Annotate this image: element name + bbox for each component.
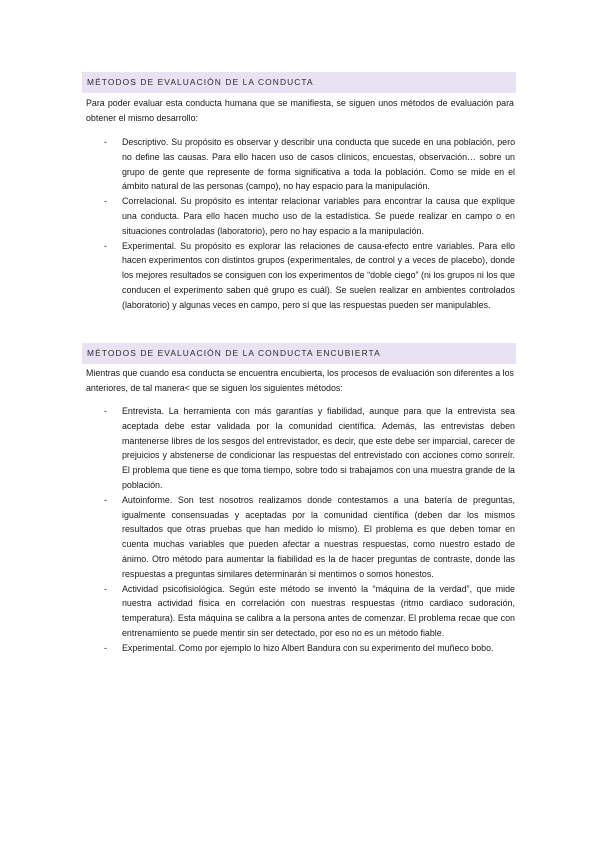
list-item: - Entrevista. La herramienta con más garantías y fiabilidad, aunque para que la entrevista sea aceptada debe estar validada por la comunidad científica. Además, las entrevistas deben mantenerse libres de los sesgos del entrevistador, es decir, que este debe ser imparcial, carecer de prejuicios y abstenerse de condicionar las respuestas del entrevistado con acciones como sonreír. El problema que tiene es que toma tiempo, sobre todo si trabajamos con una muestra grande de la población.: [104, 406, 515, 490]
section-intro: Mientras que cuando esa conducta se encuentra encubierta, los procesos de evaluación son diferentes a los anteriores, de tal manera< que se siguen los siguientes métodos:: [86, 368, 514, 393]
method-list: [0, 404, 600, 656]
list-item: - Experimental. Su propósito es explorar las relaciones de causa-efecto entre variables. Para ello hacen experimentos con distintos grupos (experimentales, de control y a veces de placebo), donde los mejores resultados se consiguen con los experimentos de “doble ciego” (ni los grupos ni los que conducen el experimento saben qué grupo es cuál). Se suelen realizar en ambientes controlados (laboratorio) y algunas veces en campo, pero sí que las respuestas pueden ser manipulables.: [104, 240, 515, 310]
method-list: [0, 135, 600, 313]
section-heading: MÉTODOS DE EVALUACIÓN DE LA CONDUCTA ENCUBIERTA: [87, 348, 381, 358]
section-heading-bar: [82, 72, 516, 93]
section-intro: Para poder evaluar esta conducta humana que se manifiesta, se siguen unos métodos de evaluación para obtener el mismo desarrollo:: [86, 98, 514, 123]
list-item: - Descriptivo. Su propósito es observar y describir una conducta que sucede en una población, pero no define las causas. Para ello hacen uso de casos clínicos, encuestas, observación… sobre un grupo de gente que represente de forma significativa a toda la población. Como se mide en el ámbito natural de las personas (campo), no hay espacio para la manipulación.: [104, 137, 515, 192]
list-item: - Autoinforme. Son test nosotros realizamos donde contestamos a una batería de preguntas, igualmente consensuadas y aceptadas por la comunidad científica (deben dar los mismos resultados que otras pruebas que han medido lo mismo). El problema es que deben tomar en cuenta muchas variables que pueden afectar a nuestras respuestas, como nuestro estado de ánimo. Otro método para aumentar la fiabilidad es la de hacer preguntas de contraste, donde las respuestas a preguntas similares determinarán si mentimos o somos honestos.: [104, 494, 515, 579]
section-heading: MÉTODOS DE EVALUACIÓN DE LA CONDUCTA: [87, 77, 314, 87]
list-item: - Experimental. Como por ejemplo lo hizo Albert Bandura con su experimento del muñeco bobo.: [104, 642, 494, 653]
section-heading-bar: [82, 343, 516, 364]
list-item: - Correlacional. Su propósito es intentar relacionar variables para encontrar la causa que explique una conducta. Para ello hacen mucho uso de la estadística. Se puede realizar en campo o en situaciones controladas (laboratorio), pero no hay espacio a la manipulación.: [104, 196, 515, 236]
list-item: - Actividad psicofisiológica. Según este método se inventó la “máquina de la verdad”, que mide nuestra actividad física en correlación con nuestras respuestas (ritmo cardiaco sudoración, temperatura). Esta máquina se calibra a la persona antes de comenzar. El problema recae que con entrenamiento se puede mentir sin ser detectado, por eso no es un método fiable.: [104, 583, 515, 638]
